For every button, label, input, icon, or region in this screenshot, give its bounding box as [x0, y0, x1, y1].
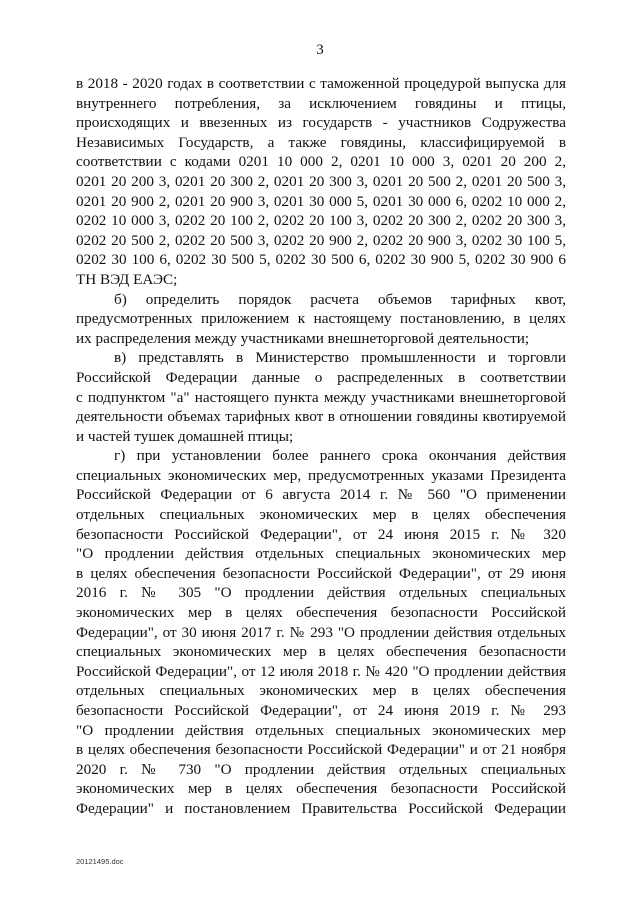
text-line: "О продлении действия отдельных специальных экономических мер — [76, 721, 566, 739]
text-line: экономических мер в целях обеспечения безопасности Российской — [76, 604, 566, 622]
text-line: 0201 20 900 2, 0201 20 900 3, 0201 30 000 5, 0201 30 000 6, 0202 10 000 2, — [76, 192, 566, 210]
text-line: 0202 30 100 6, 0202 30 500 5, 0202 30 500 6, 0202 30 900 5, 0202 30 900 6 — [76, 251, 566, 269]
text-line: в целях обеспечения безопасности Российской Федерации", от 29 июня — [76, 564, 566, 582]
text-line: "О продлении действия отдельных специальных экономических мер — [76, 545, 566, 563]
text-line: деятельности объемах тарифных квот в отношении говядины квотируемой — [76, 408, 566, 426]
document-body — [76, 74, 566, 819]
text-line: соответствии с кодами 0201 10 000 2, 0201 10 000 3, 0201 20 200 2, — [76, 153, 566, 171]
text-line: ТН ВЭД ЕАЭС; — [76, 270, 178, 288]
text-line: 0202 20 500 2, 0202 20 500 3, 0202 20 900 2, 0202 20 900 3, 0202 30 100 5, — [76, 231, 566, 249]
text-line: их распределения между участниками внешнеторговой деятельности; — [76, 329, 530, 347]
text-line: и частей тушек домашней птицы; — [76, 427, 294, 445]
text-line: 2020 г. № 730 "О продлении действия отдельных специальных — [76, 760, 566, 778]
text-line: Федерации" и постановлением Правительства Российской Федерации — [76, 799, 566, 817]
text-line: предусмотренных приложением к настоящему постановлению, в целях — [76, 310, 566, 328]
text-line: 0202 10 000 3, 0202 20 100 2, 0202 20 100 3, 0202 20 300 2, 0202 20 300 3, — [76, 212, 566, 230]
text-line: б) определить порядок расчета объемов тарифных квот, — [114, 290, 566, 308]
text-line: с подпунктом "а" настоящего пункта между участниками внешнеторговой — [76, 388, 566, 406]
footer-filename: 20121495.doc — [76, 857, 124, 866]
text-line: в) представлять в Министерство промышленности и торговли — [114, 349, 566, 367]
text-line: экономических мер в целях обеспечения безопасности Российской — [76, 780, 566, 798]
text-line: внутреннего потребления, за исключением говядины и птицы, — [76, 94, 566, 112]
text-line: Российской Федерации", от 12 июля 2018 г. № 420 "О продлении действия — [76, 662, 566, 680]
text-line: г) при установлении более раннего срока окончания действия — [114, 447, 566, 465]
text-line: безопасности Российской Федерации", от 24 июня 2015 г. № 320 — [76, 525, 566, 543]
text-line: 0201 20 200 3, 0201 20 300 2, 0201 20 300 3, 0201 20 500 2, 0201 20 500 3, — [76, 172, 566, 190]
text-line: специальных экономических мер в целях обеспечения безопасности — [76, 643, 566, 661]
text-line: в целях обеспечения безопасности Российской Федерации" и от 21 ноября — [76, 741, 566, 759]
text-line: в 2018 - 2020 годах в соответствии с таможенной процедурой выпуска для — [76, 75, 566, 92]
text-line: происходящих и ввезенных из государств - участников Содружества — [76, 114, 566, 132]
text-line: отдельных специальных экономических мер в целях обеспечения — [76, 506, 566, 524]
page-number: 3 — [316, 42, 324, 58]
text-line: Российской Федерации данные о распределенных в соответствии — [76, 368, 566, 386]
text-line: Федерации", от 30 июня 2017 г. № 293 "О продлении действия отдельных — [76, 623, 566, 641]
text-line: Российской Федерации от 6 августа 2014 г. № 560 "О применении — [76, 486, 566, 504]
text-line: специальных экономических мер, предусмотренных указами Президента — [76, 466, 566, 484]
text-line: Независимых Государств, а также говядины, классифицируемой в — [76, 133, 566, 151]
text-line: отдельных специальных экономических мер в целях обеспечения — [76, 682, 566, 700]
text-line: безопасности Российской Федерации", от 24 июня 2019 г. № 293 — [76, 702, 566, 719]
text-line: 2016 г. № 305 "О продлении действия отдельных специальных — [76, 584, 566, 602]
